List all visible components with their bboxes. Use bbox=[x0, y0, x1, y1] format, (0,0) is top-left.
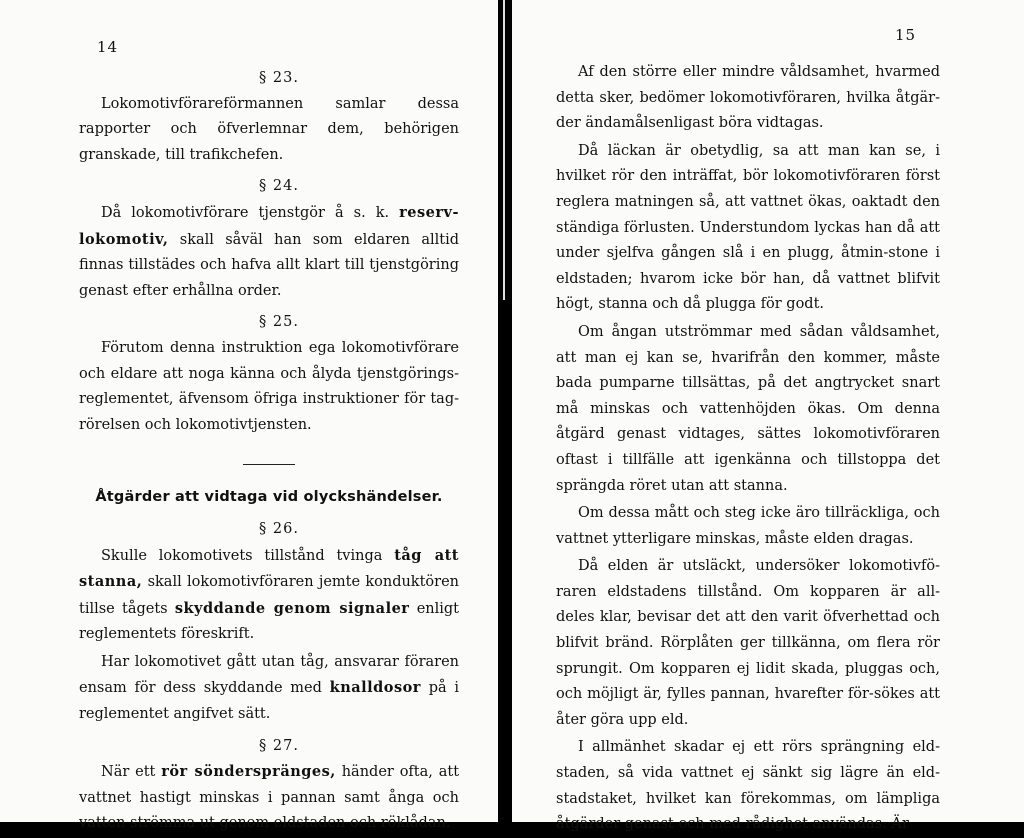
paragraph-text: händer ofta, att vattnet hastigt minskas i pannan samt ånga och vatten strömma ut genom eldstaden och röklådan. bbox=[79, 764, 460, 832]
page-number: 15 bbox=[895, 26, 917, 44]
paragraph bbox=[79, 200, 459, 304]
paragraph bbox=[79, 759, 459, 837]
divider-rule bbox=[243, 464, 295, 465]
section-heading: Åtgärder att vidtaga vid olyckshändelser. bbox=[95, 489, 443, 506]
section-number: § 26. bbox=[259, 520, 299, 537]
left-text-column bbox=[79, 63, 459, 837]
gutter-edge bbox=[503, 0, 505, 300]
emphasis-text: knalldosor bbox=[329, 679, 421, 697]
paragraph bbox=[79, 543, 459, 648]
paragraph bbox=[79, 650, 459, 728]
paragraph: Lokomotivförareförmannen samlar dessa rapporter och öfverlemnar dem, behörigen granskade, till trafikchefen. bbox=[79, 95, 459, 163]
section-number: § 27. bbox=[259, 737, 299, 754]
emphasis-text: reserv-lokomotiv, bbox=[79, 203, 459, 248]
paragraph-text: enligt reglementets föreskrift. bbox=[79, 600, 459, 643]
right-page bbox=[512, 0, 1024, 833]
left-page bbox=[0, 0, 498, 832]
paragraph-text: på i reglementet angifvet sätt. bbox=[79, 680, 459, 723]
paragraph: Af den större eller mindre våldsamhet, hvarmed detta sker, bedömer lokomotivföraren, hvilka åtgär-der ändamålsenligast böra vidtagas. bbox=[556, 64, 940, 132]
page-number: 14 bbox=[97, 38, 119, 56]
emphasis-text: rör sönderspränges, bbox=[161, 763, 336, 781]
paragraph: I allmänhet skadar ej ett rörs sprängning eld-staden, så vida vattnet ej sänkt sig lägre än eld-stadstaket, hvilket kan förekommas, om lämpliga åtgärder genast och med rådighet användas. Är bbox=[556, 739, 940, 833]
paragraph: Om ångan utströmmar med sådan våldsamhet, att man ej kan se, hvarifrån den kommer, måste bada pumparne tillsättas, på det angtrycket snart må minskas och vattenhöjden ökas. Om denna åtgärd genast vidtages, sättes lokomotivföraren oftast i tillfälle att igenkänna och tillstoppa det sprängda röret utan att stanna. bbox=[556, 323, 940, 494]
emphasis-text: skyddande genom signaler bbox=[174, 599, 410, 617]
section-number: § 23. bbox=[259, 70, 299, 86]
paragraph-text: Då lokomotivförare tjenstgör å s. k. bbox=[101, 204, 390, 221]
paragraph: Då läckan är obetydlig, sa att man kan se, i hvilket rör den inträffat, bör lokomotivföraren först reglera matningen så, att vattnet ökas, oaktadt den ständiga förlusten. Understundom lyckas han då att under sjelfva gången slå i en plugg, åtmin-stone i eldstaden; hvarom icke bör han, då vattnet blifvit högt, stanna och då plugga för godt. bbox=[556, 142, 940, 313]
paragraph-text: Skulle lokomotivets tillstånd tvinga bbox=[101, 547, 383, 564]
paragraph-text: När ett bbox=[101, 764, 156, 781]
paragraph-text: Har lokomotivet gått utan tåg, ansvarar föraren ensam för dess skyddande med bbox=[79, 653, 459, 697]
section-number: § 24. bbox=[259, 178, 299, 195]
paragraph: Om dessa mått och steg icke äro tillräckliga, och vattnet ytterligare minskas, måste elden dragas. bbox=[556, 505, 940, 547]
section-number: § 25. bbox=[259, 314, 299, 331]
right-text-column bbox=[556, 60, 940, 838]
paragraph-text: skall såväl han som eldaren alltid finnas tillstädes och hafva allt klart till tjenstgöring genast efter erhållna order. bbox=[79, 231, 459, 299]
paragraph: Då elden är utsläckt, undersöker lokomotivfö-raren eldstadens tillstånd. Om kopparen är all-deles klar, bevisar det att den varit öfverhettad och blifvit bränd. Rörplåten ger tillkänna, om flera rör sprungit. Om kopparen ej lidit skada, pluggas och, och möjligt är, fylles pannan, hvarefter för-sökes att åter göra upp eld. bbox=[556, 558, 940, 728]
book-gutter bbox=[498, 0, 512, 822]
paragraph-text: skall lokomotivföraren jemte konduktören tillse tågets bbox=[79, 574, 460, 617]
emphasis-text: tåg att stanna, bbox=[79, 546, 459, 591]
paragraph: Förutom denna instruktion ega lokomotivförare och eldare att noga känna och ålyda tjenstgörings-reglementet, äfvensom öfriga instruktioner för tag-rörelsen och lokomotivtjensten. bbox=[79, 339, 459, 433]
